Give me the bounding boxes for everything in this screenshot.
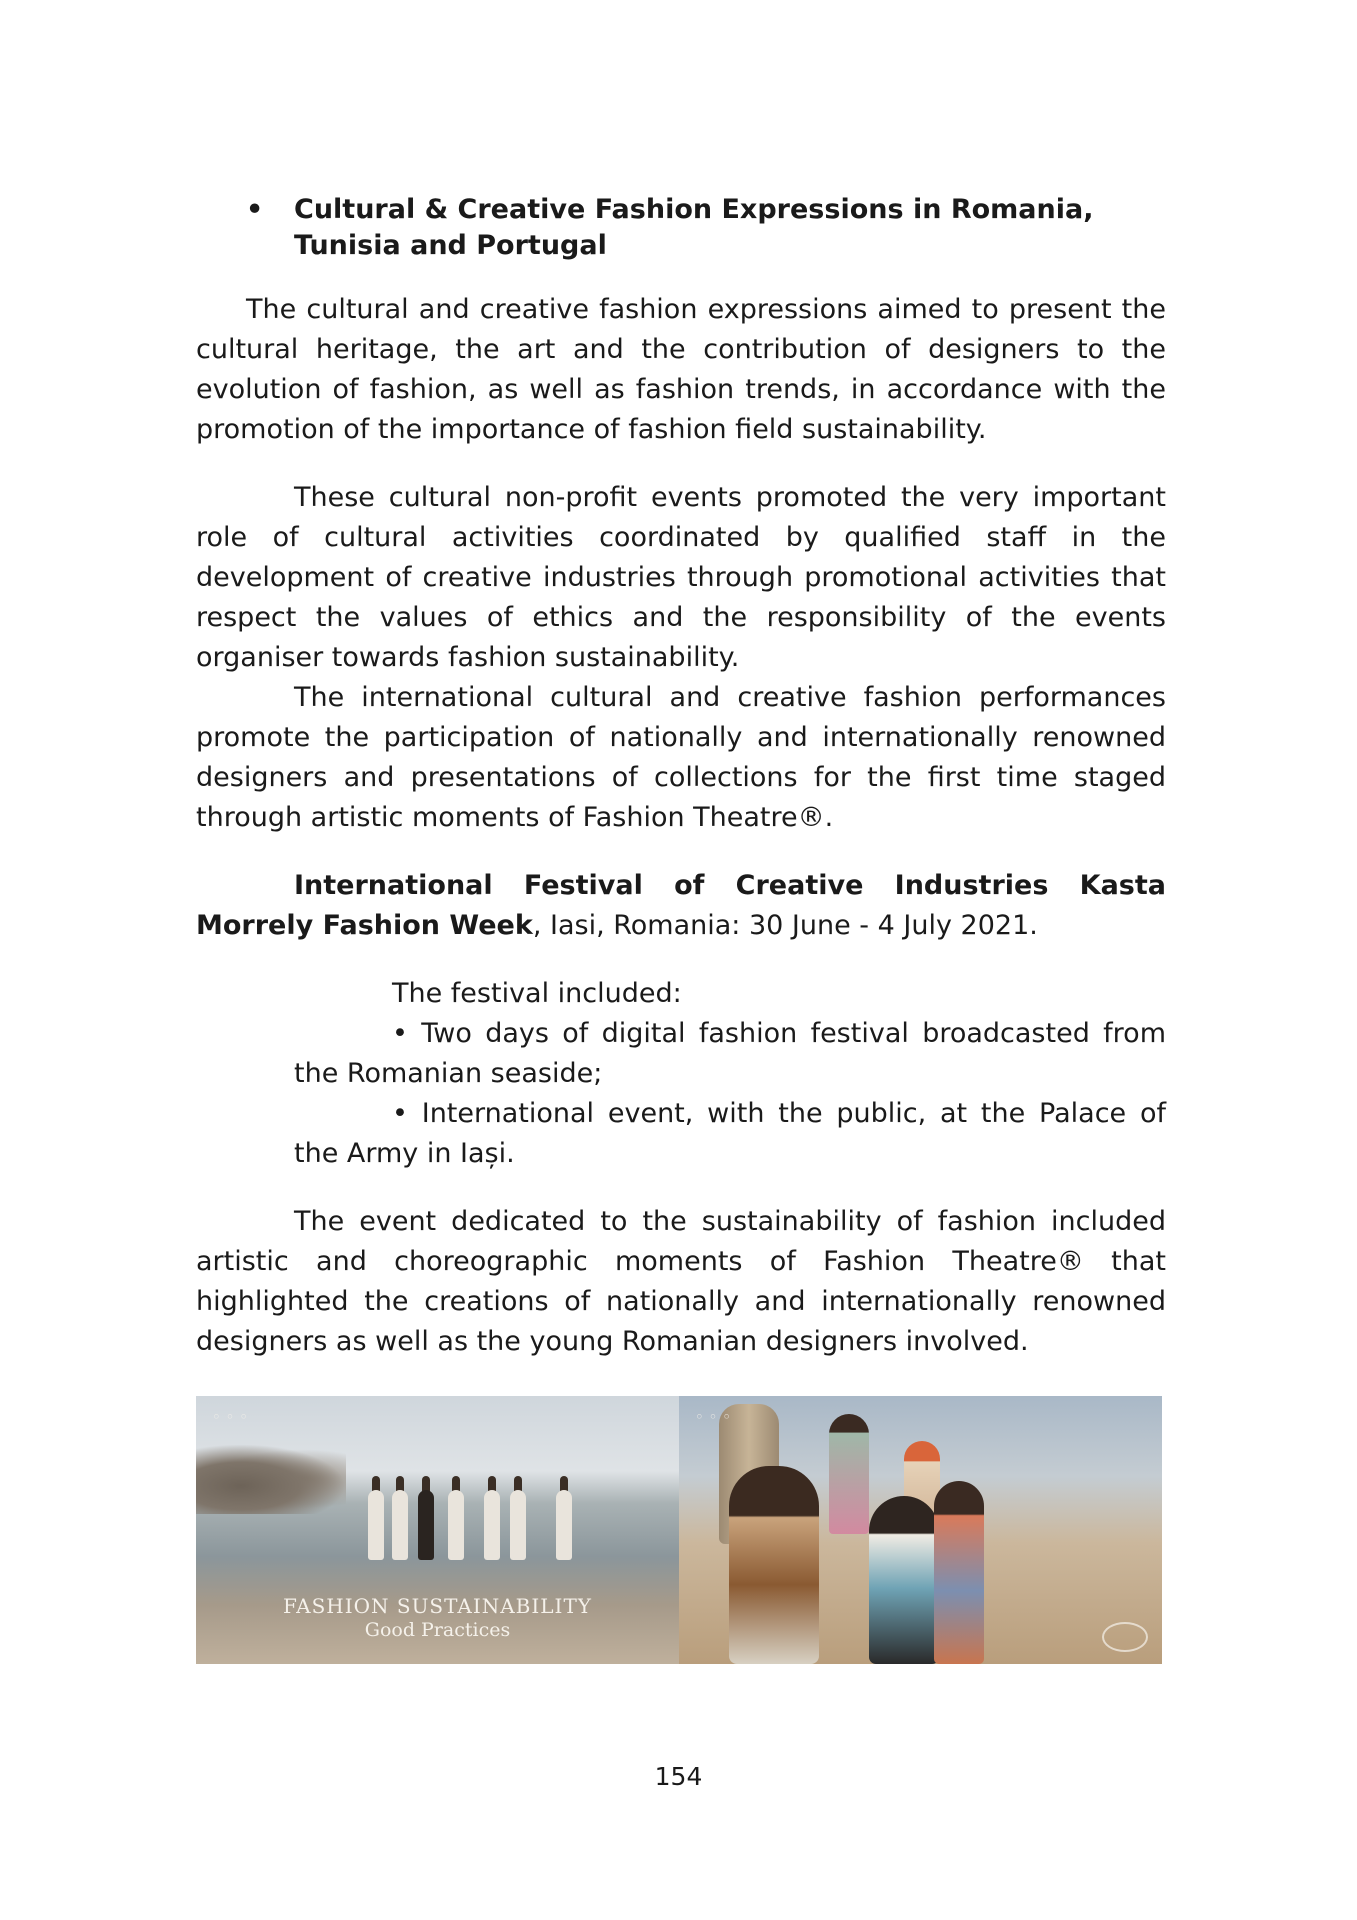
brand-badge-icon xyxy=(1102,1622,1148,1652)
model-figure xyxy=(484,1490,500,1560)
desert-photo xyxy=(679,1396,1162,1664)
festival-list-item: • Two days of digital fashion festival broadcasted from the Romanian seaside; xyxy=(294,1018,1166,1089)
section-heading xyxy=(196,192,1166,264)
rocks-shape xyxy=(196,1444,346,1514)
section-heading-text: Cultural & Creative Fashion Expressions in Romania, Tunisia and Portugal xyxy=(294,194,1094,261)
model-figure xyxy=(368,1490,384,1560)
event-photos xyxy=(196,1396,1162,1664)
festival-list xyxy=(196,974,1166,1174)
festival-paragraph xyxy=(196,866,1166,946)
photo-caption xyxy=(196,1594,679,1642)
bullet-icon: • xyxy=(246,194,264,225)
model-figure xyxy=(418,1490,434,1560)
seaside-photo xyxy=(196,1396,679,1664)
paragraph-intro: The cultural and creative fashion expressions aimed to present the cultural heritage, the art and the contribution of designers to the evolution of fashion, as well as fashion trends, in accordance with the promotion of the importance of fashion field sustainability. xyxy=(196,294,1166,445)
magazine-logo-watermark: ◦ ◦ ◦ xyxy=(212,1408,249,1426)
model-figure xyxy=(556,1490,572,1560)
model-figure xyxy=(510,1490,526,1560)
paragraph-sustainability: The event dedicated to the sustainability of fashion included artistic and choreographic moments of Fashion Theatre® that highlighted the creations of nationally and internationally renowned designers as well as the young Romanian designers involved. xyxy=(196,1206,1166,1357)
photo-caption-subtitle: Good Practices xyxy=(364,1619,511,1641)
page-content xyxy=(196,192,1166,1362)
model-figure xyxy=(392,1490,408,1560)
festival-details: , Iasi, Romania: 30 June - 4 July 2021. xyxy=(532,910,1038,941)
page-number: 154 xyxy=(654,1762,703,1791)
festival-list-item: • International event, with the public, at the Palace of the Army in Iași. xyxy=(294,1098,1166,1169)
model-figure xyxy=(869,1496,939,1664)
model-figure xyxy=(934,1481,984,1664)
paragraph-events: These cultural non-profit events promoted the very important role of cultural activities coordinated by qualified staff in the development of creative industries through promotional activities that respect the values of ethics and the responsibility of the events organiser towards fashion sustainability. xyxy=(196,482,1166,673)
paragraph-performances: The international cultural and creative fashion performances promote the participation of nationally and internationally renowned designers and presentations of collections for the first time staged through artistic moments of Fashion Theatre®. xyxy=(196,682,1166,833)
magazine-logo-watermark: ◦ ◦ ◦ xyxy=(695,1408,732,1426)
model-figure xyxy=(448,1490,464,1560)
model-figure xyxy=(829,1414,869,1534)
festival-title: International Festival of Creative Industries Kasta Morrely Fashion Week xyxy=(196,870,1166,941)
model-figure xyxy=(729,1466,819,1664)
photo-caption-title: FASHION SUSTAINABILITY xyxy=(283,1594,592,1618)
festival-list-intro: The festival included: xyxy=(392,978,682,1009)
